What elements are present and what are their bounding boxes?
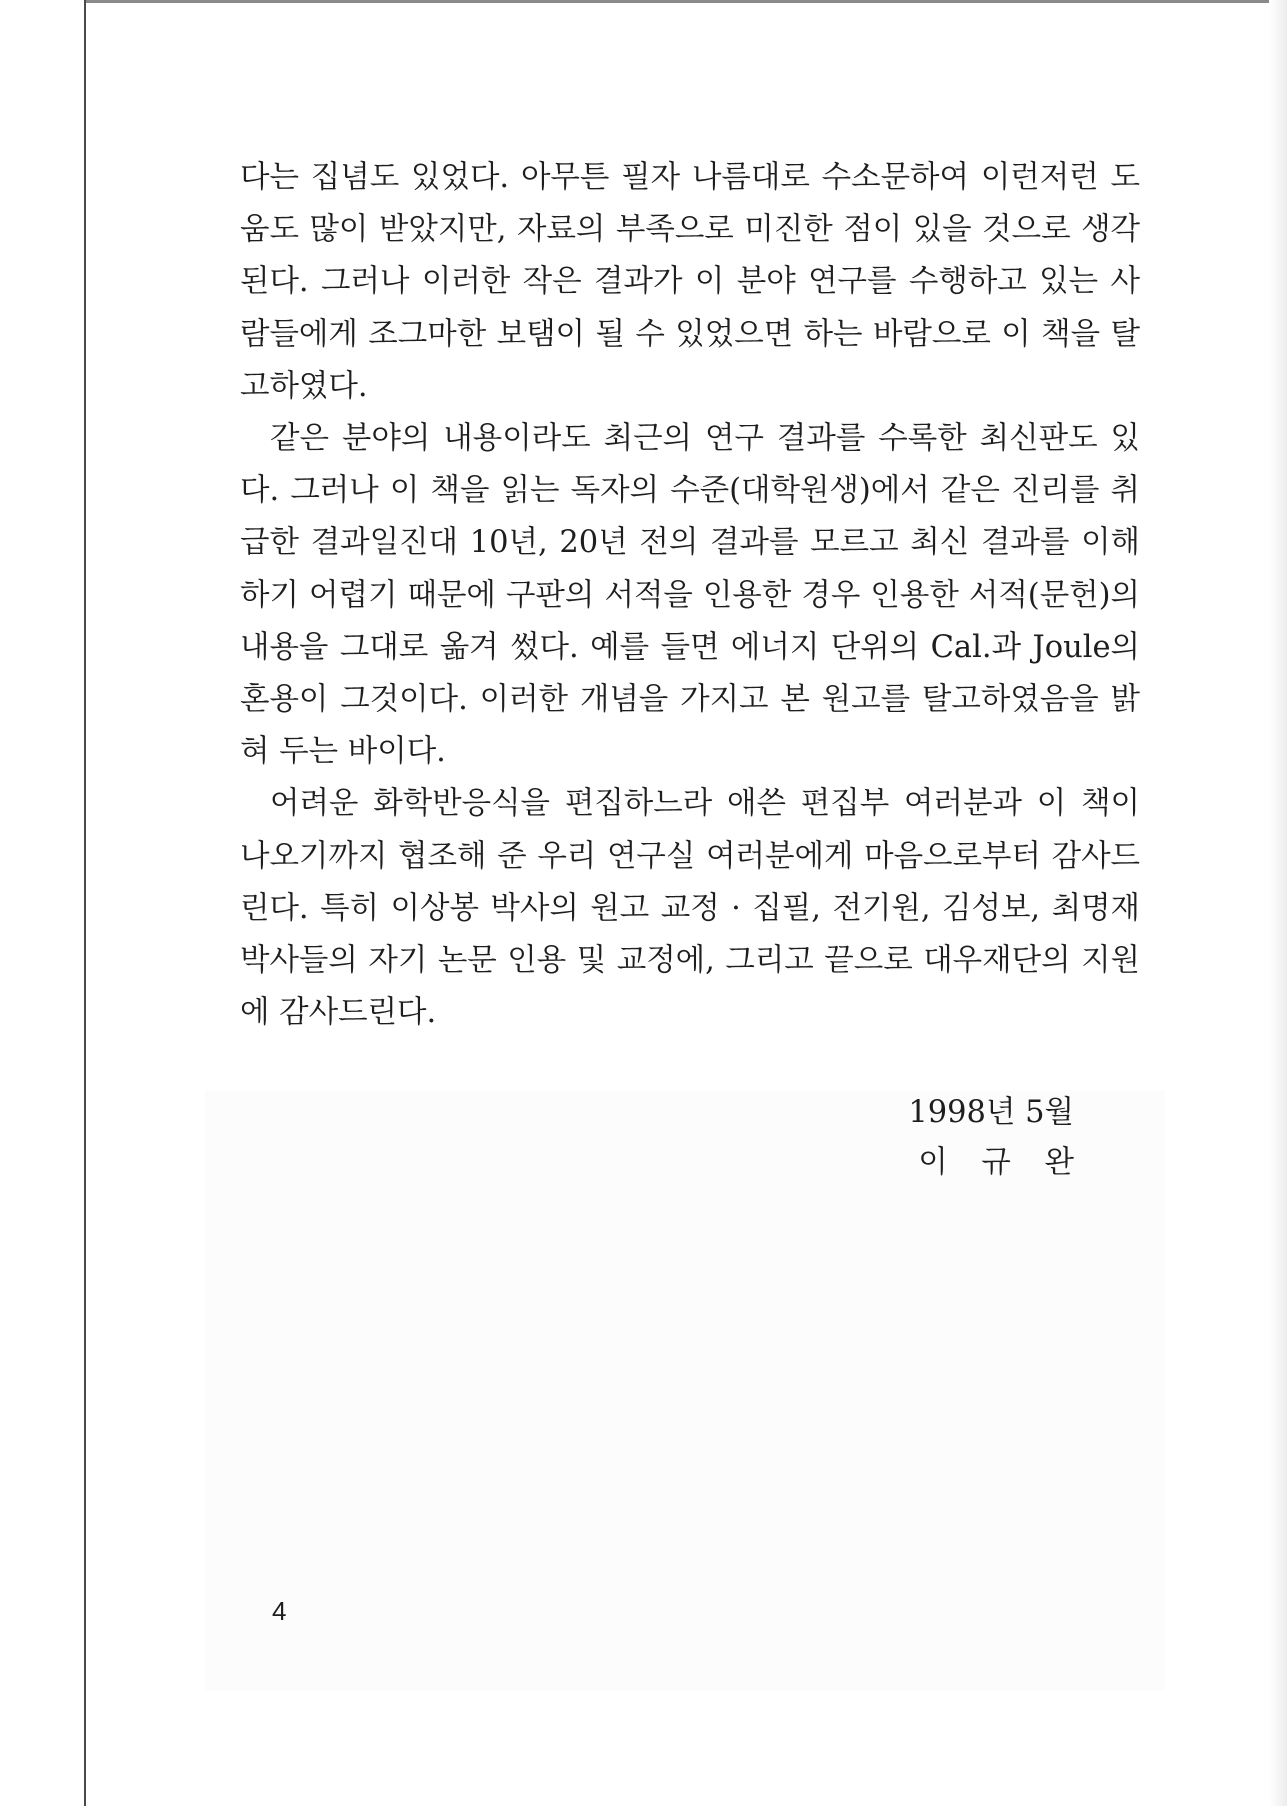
- preface-paragraph-2: 같은 분야의 내용이라도 최근의 연구 결과를 수록한 최신판도 있다. 그러나 이 책을 읽는 독자의 수준(대학원생)에서 같은 진리를 취급한 결과일진대 10년, 20년 전의 결과를 모르고 최신 결과를 이해하기 어렵기 때문에 구판의 서적을 인용한 경우 인용한 서적(문헌)의 내용을 그대로 옮겨 썼다. 예를 들면 에너지 단위의 Cal.과 Joule의 혼용이 그것이다. 이러한 개념을 가지고 본 원고를 탈고하였음을 밝혀 두는 바이다.: [240, 421, 1140, 770]
- page-number: 4: [272, 1596, 287, 1626]
- page-right-shadow: [1269, 0, 1287, 1806]
- preface-body: [240, 152, 1140, 1039]
- signature-author: 이 규 완: [918, 1145, 1086, 1180]
- preface-paragraph-1: 다는 집념도 있었다. 아무튼 필자 나름대로 수소문하여 이런저런 도움도 많이 받았지만, 자료의 부족으로 미진한 점이 있을 것으로 생각된다. 그러나 이러한 작은 결과가 이 분야 연구를 수행하고 있는 사람들에게 조그마한 보탬이 될 수 있었으면 하는 바람으로 이 책을 탈고하였다.: [240, 160, 1140, 404]
- page-top-edge: [86, 0, 1287, 3]
- signature-date: 1998년 5월: [908, 1095, 1074, 1130]
- page-left-edge: [0, 0, 86, 1806]
- preface-paragraph-3: 어려운 화학반응식을 편집하느라 애쓴 편집부 여러분과 이 책이 나오기까지 협조해 준 우리 연구실 여러분에게 마음으로부터 감사드린다. 특히 이상봉 박사의 원고 교정 · 집필, 전기원, 김성보, 최명재 박사들의 자기 논문 인용 및 교정에, 그리고 끝으로 대우재단의 지원에 감사드린다.: [240, 786, 1140, 1031]
- signature-block: [908, 1088, 1086, 1188]
